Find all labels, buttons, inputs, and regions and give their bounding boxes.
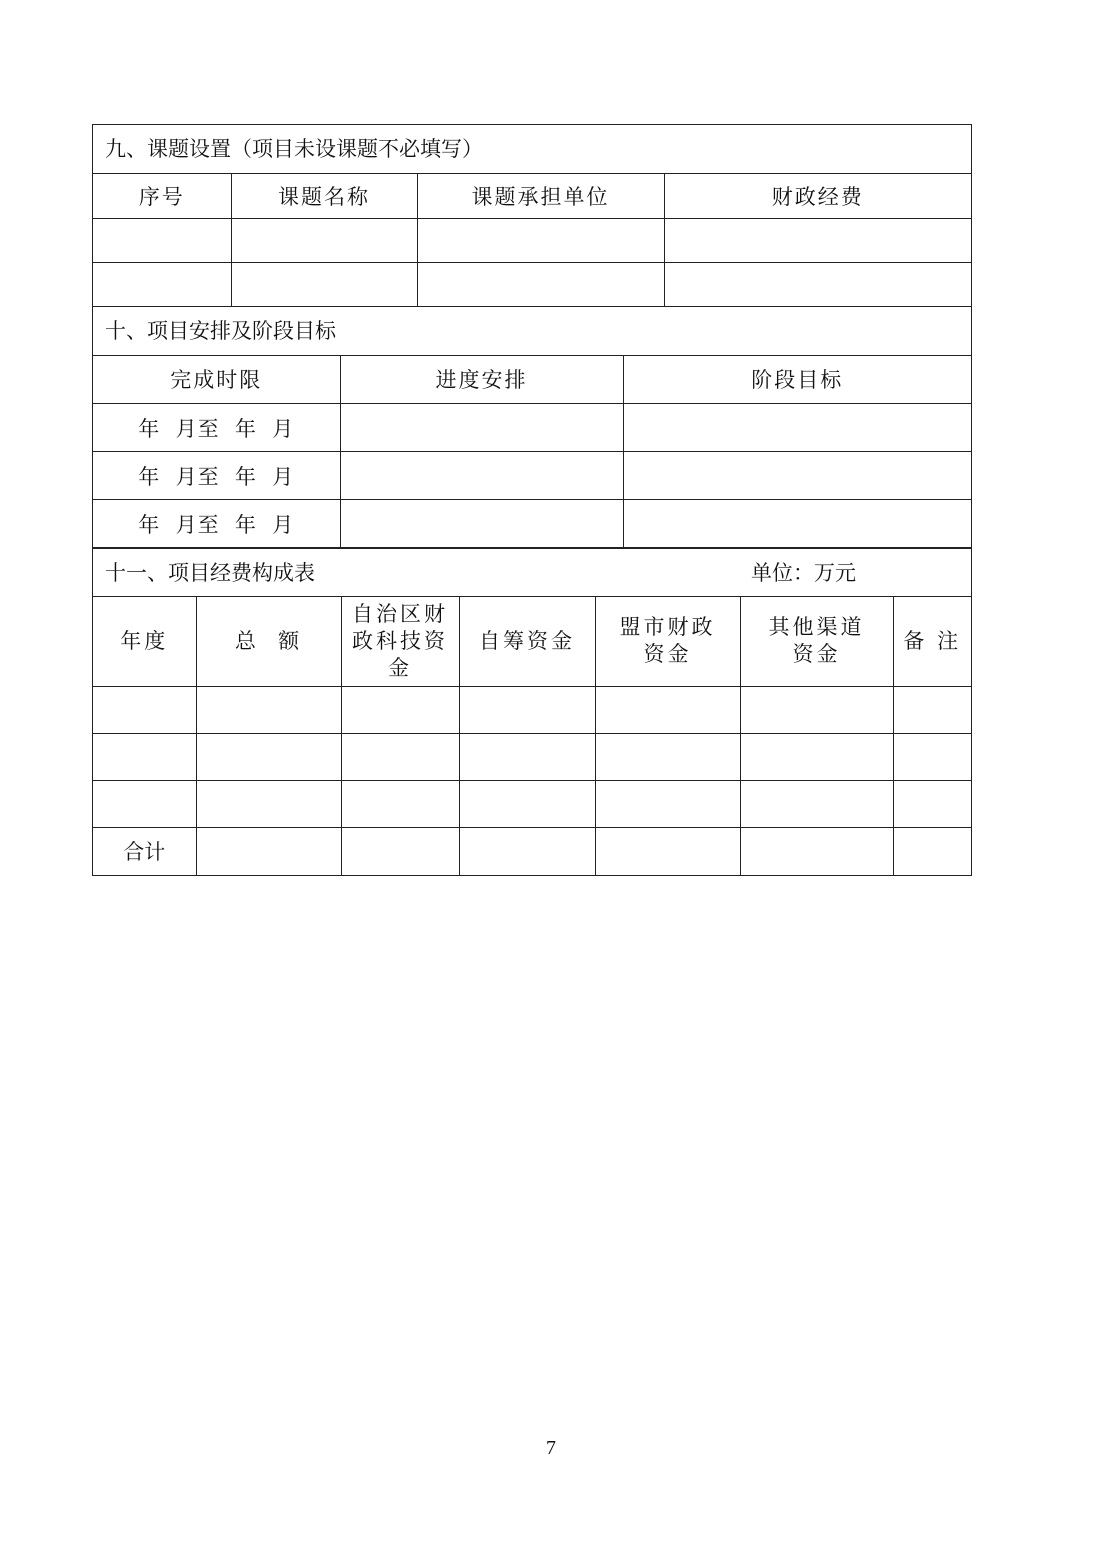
input-cell[interactable]: [93, 262, 231, 306]
input-cell[interactable]: [93, 780, 196, 827]
input-cell[interactable]: [231, 262, 417, 306]
input-cell[interactable]: [340, 404, 623, 452]
total-row: [93, 827, 971, 875]
header-deadline: 完成时限: [93, 356, 340, 404]
header-remarks: 备 注: [893, 597, 971, 686]
section-9-title: 九、课题设置（项目未设课题不必填写）: [93, 125, 971, 174]
input-cell[interactable]: [341, 780, 459, 827]
input-cell[interactable]: [340, 452, 623, 500]
header-serial-number: 序号: [93, 174, 231, 218]
funding-table: [93, 597, 971, 875]
header-year: 年度: [93, 597, 196, 686]
input-cell[interactable]: [341, 733, 459, 780]
header-topic-unit: 课题承担单位: [417, 174, 664, 218]
header-other-funds: 其他渠道资金: [740, 597, 893, 686]
section-10-title: 十、项目安排及阶段目标: [93, 307, 971, 356]
date-range-cell[interactable]: 年 月至 年 月: [93, 500, 340, 548]
input-cell[interactable]: [459, 780, 595, 827]
table-row: [93, 733, 971, 780]
section-11-title: 十一、项目经费构成表 单位：万元: [93, 548, 971, 597]
input-cell[interactable]: [595, 686, 740, 733]
header-city-funds: 盟市财政资金: [595, 597, 740, 686]
date-range-cell[interactable]: 年 月至 年 月: [93, 452, 340, 500]
header-fiscal-funds: 财政经费: [664, 174, 971, 218]
table-row: [93, 262, 971, 306]
input-cell[interactable]: [93, 733, 196, 780]
header-total: 总 额: [196, 597, 341, 686]
input-cell[interactable]: [623, 500, 971, 548]
input-cell[interactable]: [93, 218, 231, 262]
total-label: 合计: [93, 827, 196, 875]
table-row: [93, 218, 971, 262]
input-cell[interactable]: [623, 404, 971, 452]
input-cell[interactable]: [231, 218, 417, 262]
input-cell[interactable]: [740, 780, 893, 827]
input-cell[interactable]: [340, 500, 623, 548]
input-cell[interactable]: [417, 218, 664, 262]
input-cell[interactable]: [93, 686, 196, 733]
input-cell[interactable]: [740, 827, 893, 875]
input-cell[interactable]: [595, 780, 740, 827]
page-number: 7: [546, 1437, 556, 1459]
table-row: [93, 500, 971, 548]
input-cell[interactable]: [664, 218, 971, 262]
header-stage-goal: 阶段目标: [623, 356, 971, 404]
header-topic-name: 课题名称: [231, 174, 417, 218]
input-cell[interactable]: [740, 733, 893, 780]
input-cell[interactable]: [893, 733, 971, 780]
table-row: [93, 780, 971, 827]
input-cell[interactable]: [196, 733, 341, 780]
unit-label: 单位：万元: [751, 561, 856, 585]
input-cell[interactable]: [595, 827, 740, 875]
input-cell[interactable]: [196, 780, 341, 827]
input-cell[interactable]: [196, 686, 341, 733]
table-row: [93, 404, 971, 452]
table-row: [93, 452, 971, 500]
input-cell[interactable]: [459, 827, 595, 875]
input-cell[interactable]: [459, 686, 595, 733]
project-form: [92, 124, 972, 876]
date-range-cell[interactable]: 年 月至 年 月: [93, 404, 340, 452]
header-regional-funds: 自治区财政科技资金: [341, 597, 459, 686]
input-cell[interactable]: [623, 452, 971, 500]
input-cell[interactable]: [417, 262, 664, 306]
input-cell[interactable]: [341, 686, 459, 733]
input-cell[interactable]: [595, 733, 740, 780]
input-cell[interactable]: [893, 827, 971, 875]
input-cell[interactable]: [893, 686, 971, 733]
input-cell[interactable]: [459, 733, 595, 780]
table-row: [93, 686, 971, 733]
input-cell[interactable]: [341, 827, 459, 875]
input-cell[interactable]: [664, 262, 971, 306]
header-progress: 进度安排: [340, 356, 623, 404]
schedule-table: [93, 356, 971, 549]
input-cell[interactable]: [740, 686, 893, 733]
topic-setting-table: [93, 174, 971, 307]
input-cell[interactable]: [196, 827, 341, 875]
input-cell[interactable]: [893, 780, 971, 827]
header-self-raised: 自筹资金: [459, 597, 595, 686]
